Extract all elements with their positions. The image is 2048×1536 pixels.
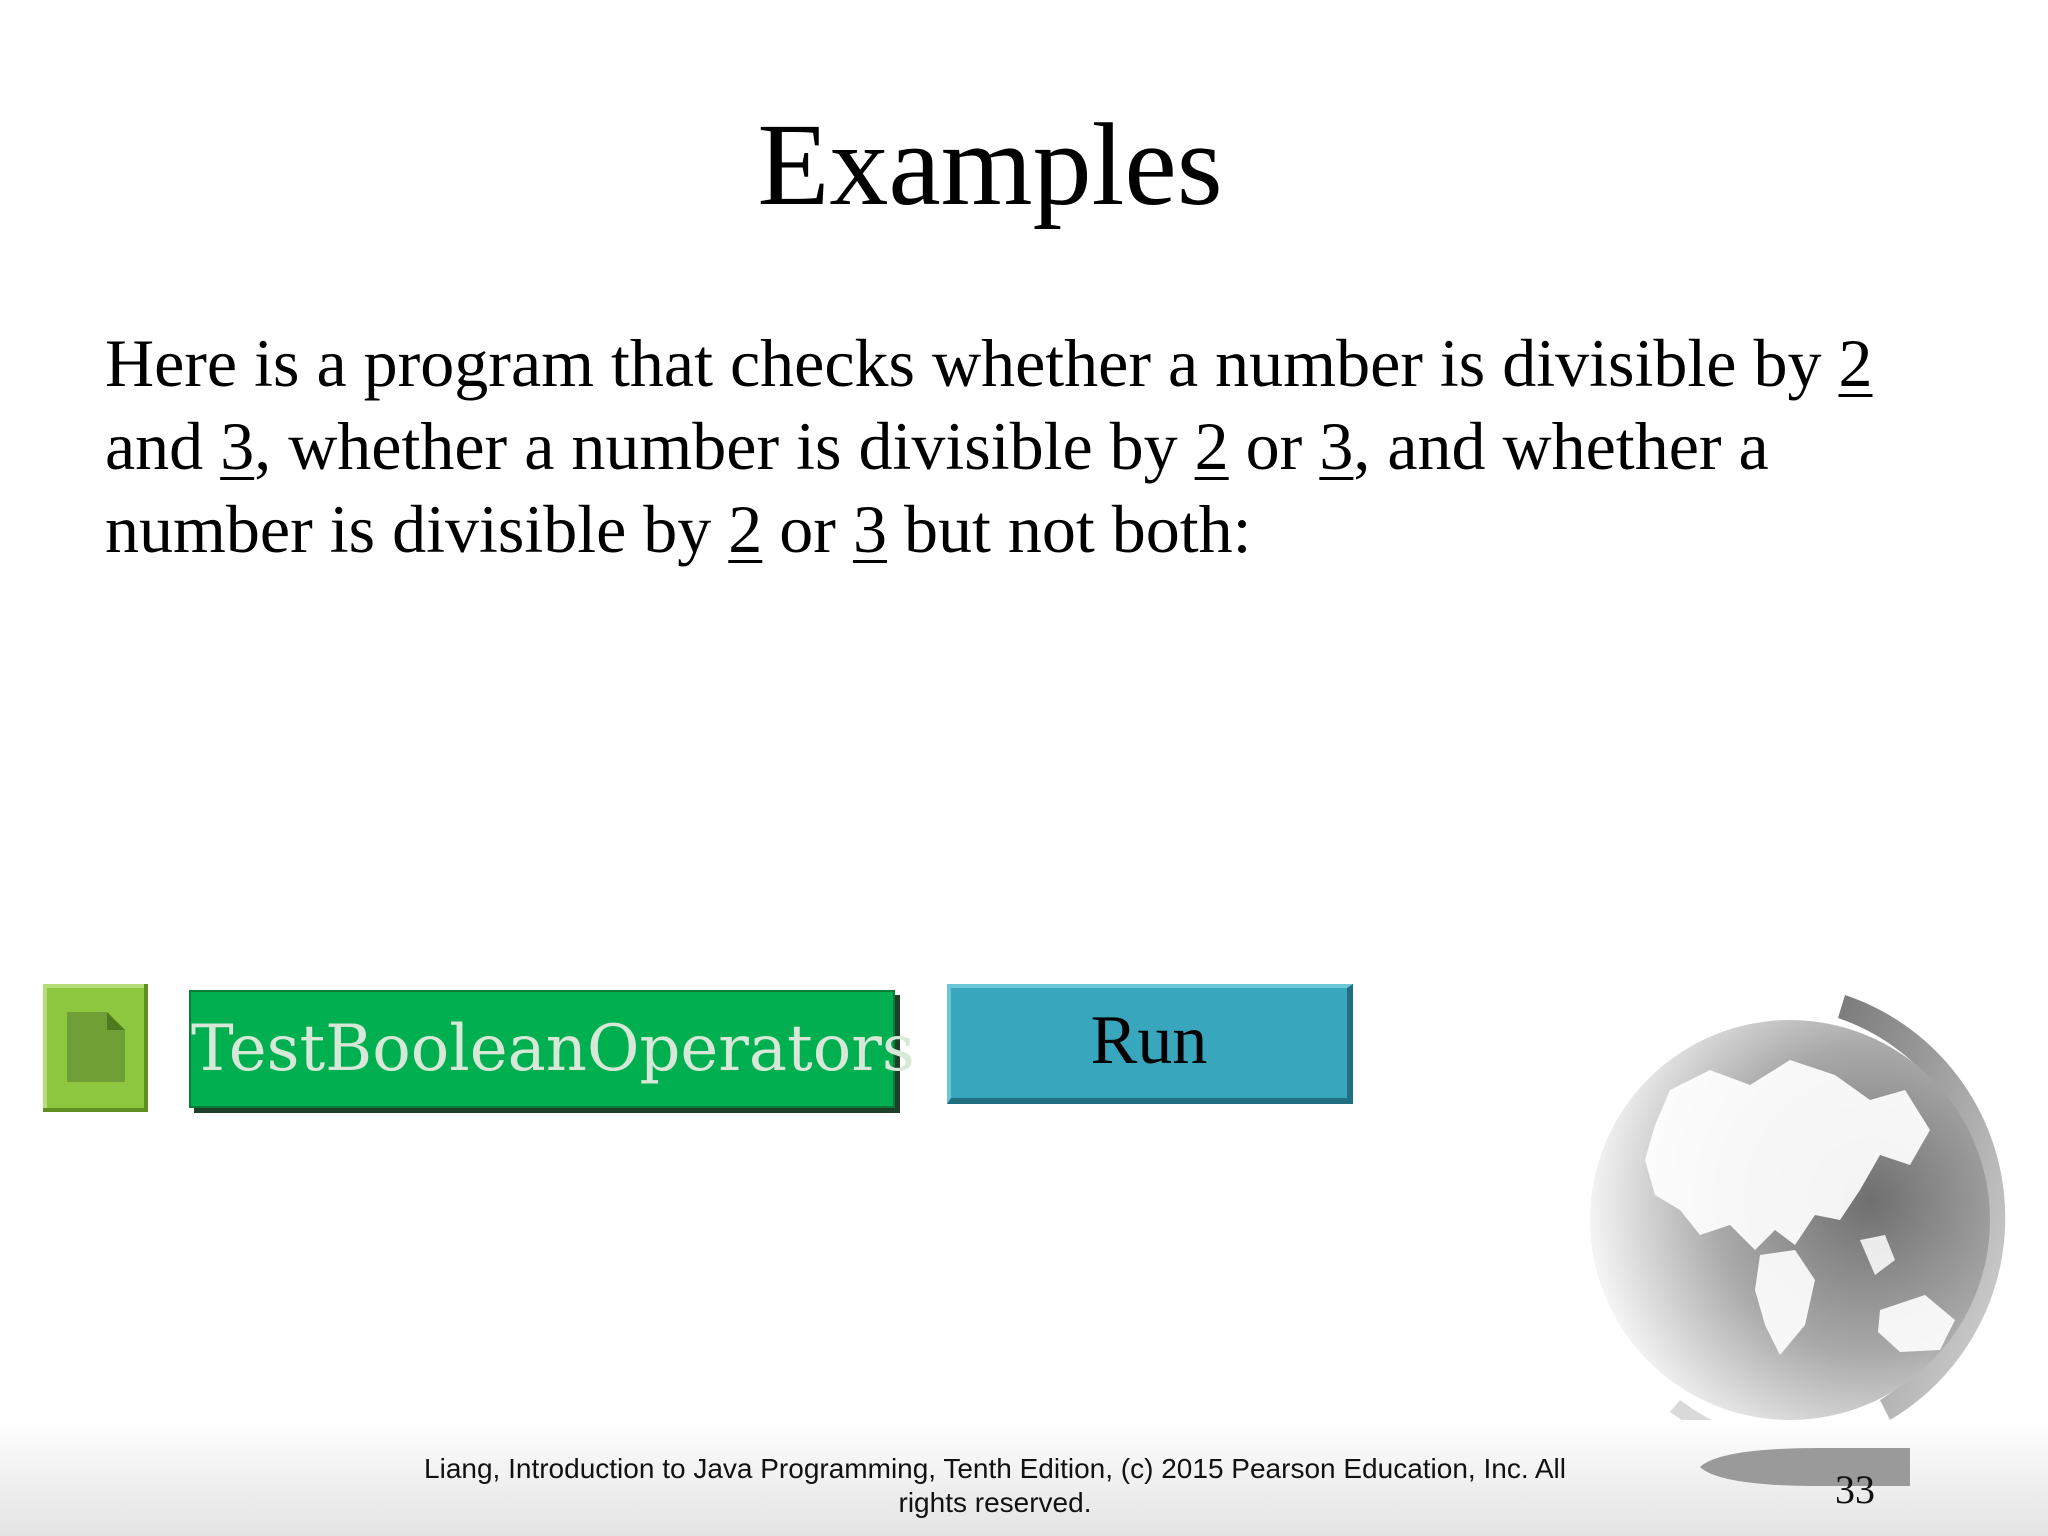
file-icon-button[interactable] [43, 984, 148, 1112]
program-source-button[interactable]: TestBooleanOperators [189, 990, 895, 1108]
body-text-part: but not both: [886, 491, 1252, 567]
body-number: 2 [728, 491, 763, 567]
body-text-part: and [105, 408, 221, 484]
body-number: 2 [1838, 325, 1873, 401]
body-number: 2 [1194, 408, 1229, 484]
run-button[interactable]: Run [947, 984, 1353, 1104]
slide-body [105, 322, 1945, 571]
footer-line-1: Liang, Introduction to Java Programming, Tenth Edition, (c) 2015 Pearson Education, Inc. All [424, 1453, 1566, 1484]
body-text-part: or [1228, 408, 1320, 484]
body-text-part: Here is a program that checks whether a number is divisible by [105, 325, 1839, 401]
body-number: 3 [220, 408, 255, 484]
footer-line-2: rights reserved. [898, 1487, 1092, 1518]
slide-title: Examples [757, 99, 1223, 230]
page-number: 33 [1835, 1467, 1875, 1512]
body-text-part: , whether a number is divisible by [254, 408, 1195, 484]
footer-copyright [400, 1452, 1590, 1520]
globe-icon [1560, 980, 2040, 1460]
body-number: 3 [1319, 408, 1354, 484]
body-text-part: or [762, 491, 853, 567]
file-icon [67, 1012, 125, 1082]
body-number: 3 [852, 491, 887, 567]
body-text-part: , and whether a number is divisible by [105, 408, 1769, 567]
